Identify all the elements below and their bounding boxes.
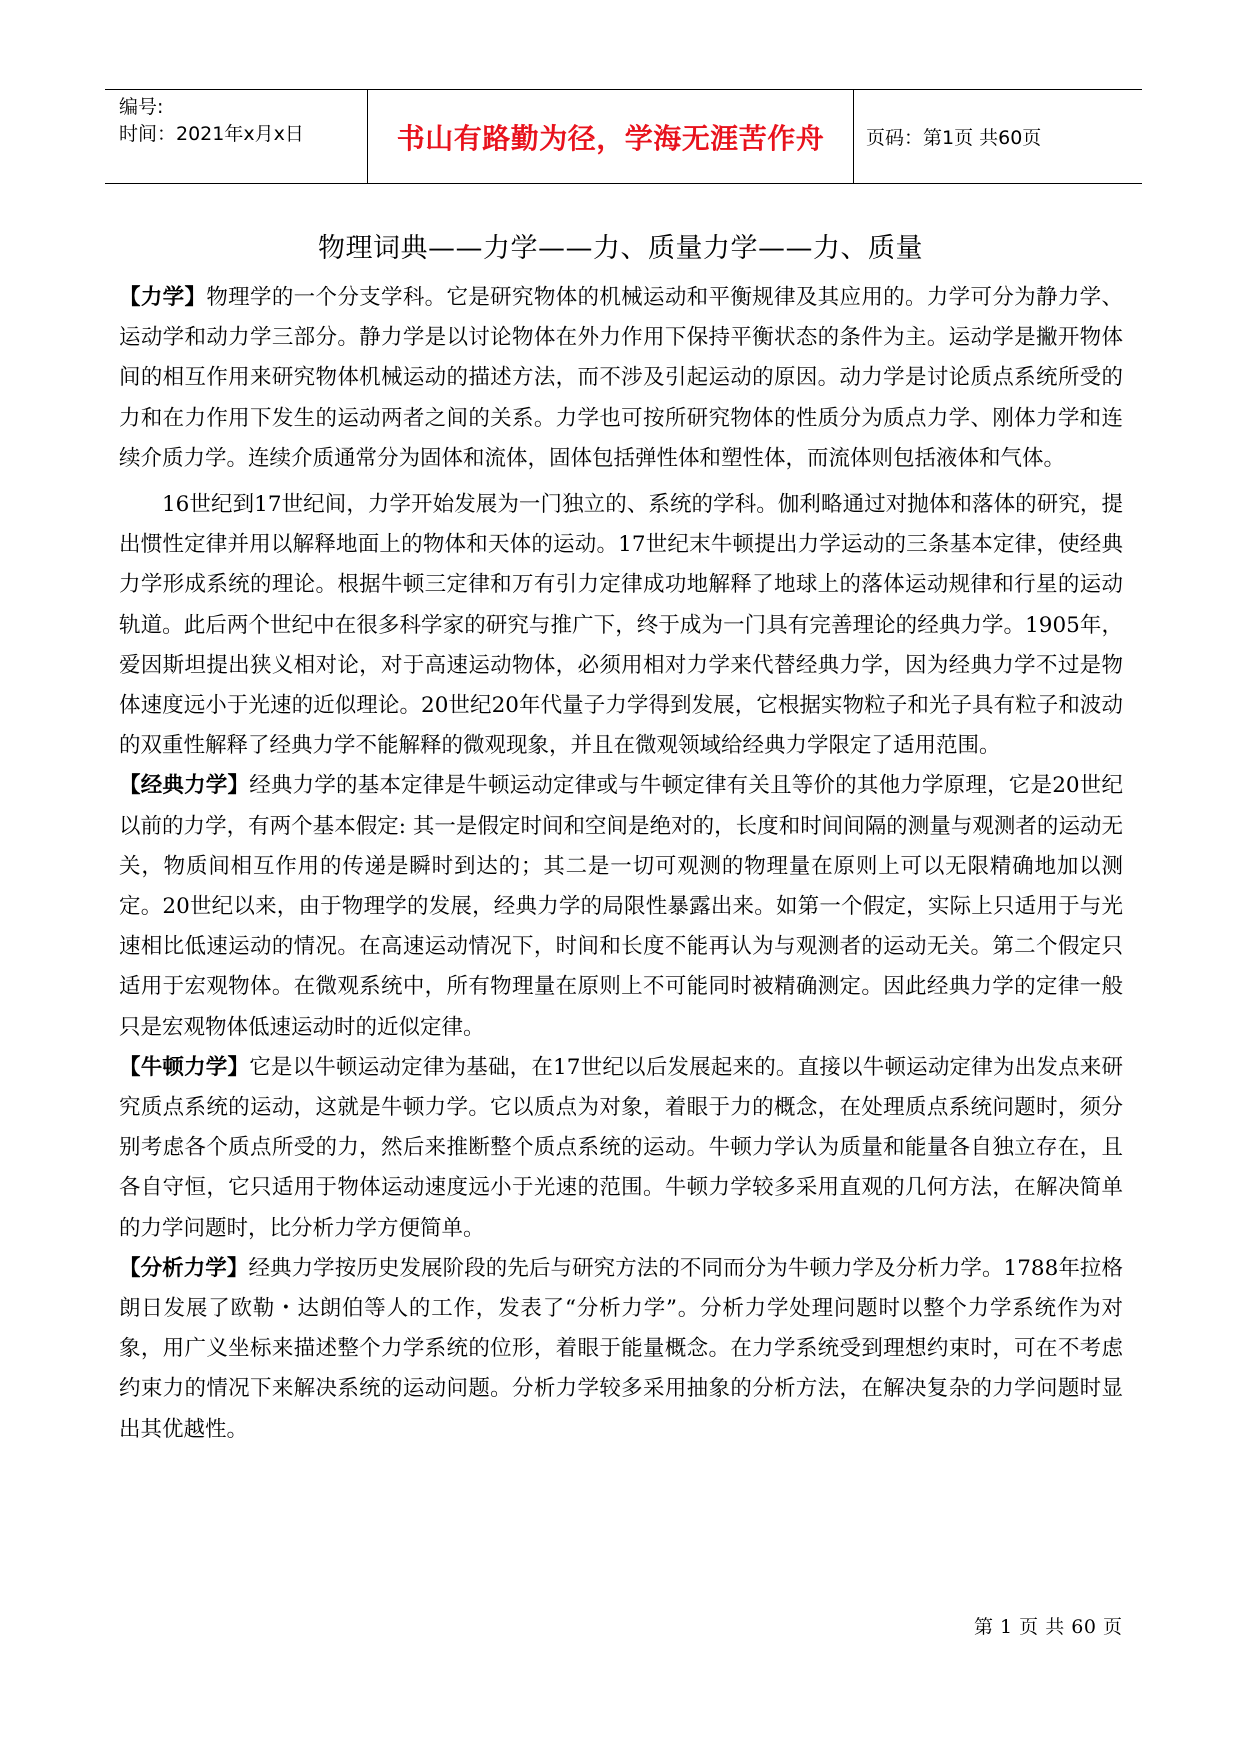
doc-code-label: 编号:: [119, 96, 164, 118]
entry-classical-mechanics: [119, 766, 1123, 1047]
header-motto-cell: [368, 90, 854, 183]
entry-analytical-mechanics: [119, 1249, 1123, 1450]
entry-mechanics-history: [119, 485, 1123, 766]
entry-text: 16世纪到17世纪间，力学开始发展为一门独立的、系统的学科。伽利略通过对抛体和落体的研究，提出惯性定律并用以解释地面上的物体和天体的运动。17世纪末牛顿提出力学运动的三条基本定律，使经典力学形成系统的理论。根据牛顿三定律和万有引力定律成功地解释了地球上的落体运动规律和行星的运动轨道。此后两个世纪中在很多科学家的研究与推广下，终于成为一门具有完善理论的经典力学。1905年，爱因斯坦提出狭义相对论，对于高速运动物体，必须用相对力学来代替经典力学，因为经典力学不过是物体速度远小于光速的近似理论。20世纪20年代量子力学得到发展，它根据实物粒子和光子具有粒子和波动的双重性解释了经典力学不能解释的微观现象，并且在微观领域给经典力学限定了适用范围。: [119, 492, 1123, 759]
entry-term: 【分析力学】: [119, 1255, 249, 1281]
doc-time: 时间：2021年x月x日: [119, 123, 304, 145]
entry-term: 【牛顿力学】: [119, 1054, 250, 1080]
header-motto: 书山有路勤为径，学海无涯苦作舟: [396, 121, 825, 155]
page-footer: 第 1 页 共 60 页: [974, 1616, 1123, 1638]
entry-text: 它是以牛顿运动定律为基础，在17世纪以后发展起来的。直接以牛顿运动定律为出发点来研究质点系统的运动，这就是牛顿力学。它以质点为对象，着眼于力的概念，在处理质点系统问题时，须分别考虑各个质点所受的力，然后来推断整个质点系统的运动。牛顿力学认为质量和能量各自独立存在，且各自守恒，它只适用于物体运动速度远小于光速的范围。牛顿力学较多采用直观的几何方法，在解决简单的力学问题时，比分析力学方便简单。: [119, 1054, 1123, 1241]
header-page-info: 页码：第1页 共60页: [866, 127, 1042, 149]
entry-text: 物理学的一个分支学科。它是研究物体的机械运动和平衡规律及其应用的。力学可分为静力学、运动学和动力学三部分。静力学是以讨论物体在外力作用下保持平衡状态的条件为主。运动学是撇开物体间的相互作用来研究物体机械运动的描述方法，而不涉及引起运动的原因。动力学是讨论质点系统所受的力和在力作用下发生的运动两者之间的关系。力学也可按所研究物体的性质分为质点力学、刚体力学和连续介质力学。连续介质通常分为固体和流体，固体包括弹性体和塑性体，而流体则包括液体和气体。: [119, 285, 1123, 471]
entry-newtonian-mechanics: [119, 1048, 1123, 1249]
entry-text: 经典力学按历史发展阶段的先后与研究方法的不同而分为牛顿力学及分析力学。1788年拉格朗日发展了欧勒・达朗伯等人的工作，发表了“分析力学”。分析力学处理问题时以整个力学系统作为对象，用广义坐标来描述整个力学系统的位形，着眼于能量概念。在力学系统受到理想约束时，可在不考虑约束力的情况下来解决系统的运动问题。分析力学较多采用抽象的分析方法，在解决复杂的力学问题时显出其优越性。: [119, 1255, 1123, 1442]
document-title: 物理词典——力学——力、质量力学——力、质量: [318, 233, 923, 264]
document-body: [119, 278, 1123, 1450]
header-page-cell: [854, 90, 1142, 183]
entry-term: 【经典力学】: [119, 773, 250, 799]
entry-mechanics: [119, 278, 1123, 479]
header-meta-cell: [105, 90, 368, 183]
document-header: [105, 89, 1142, 184]
entry-term: 【力学】: [119, 285, 207, 310]
entry-text: 经典力学的基本定律是牛顿运动定律或与牛顿定律有关且等价的其他力学原理，它是20世纪以前的力学，有两个基本假定: 其一是假定时间和空间是绝对的，长度和时间间隔的测量与观测者的运动无关，物质间相互作用的传递是瞬时到达的；其二是一切可观测的物理量在原则上可以无限精确地加以测定。20世纪以来，由于物理学的发展，经典力学的局限性暴露出来。如第一个假定，实际上只适用于与光速相比低速运动的情况。在高速运动情况下，时间和长度不能再认为与观测者的运动无关。第二个假定只适用于宏观物体。在微观系统中，所有物理量在原则上不可能同时被精确测定。因此经典力学的定律一般只是宏观物体低速运动时的近似定律。: [119, 773, 1123, 1040]
